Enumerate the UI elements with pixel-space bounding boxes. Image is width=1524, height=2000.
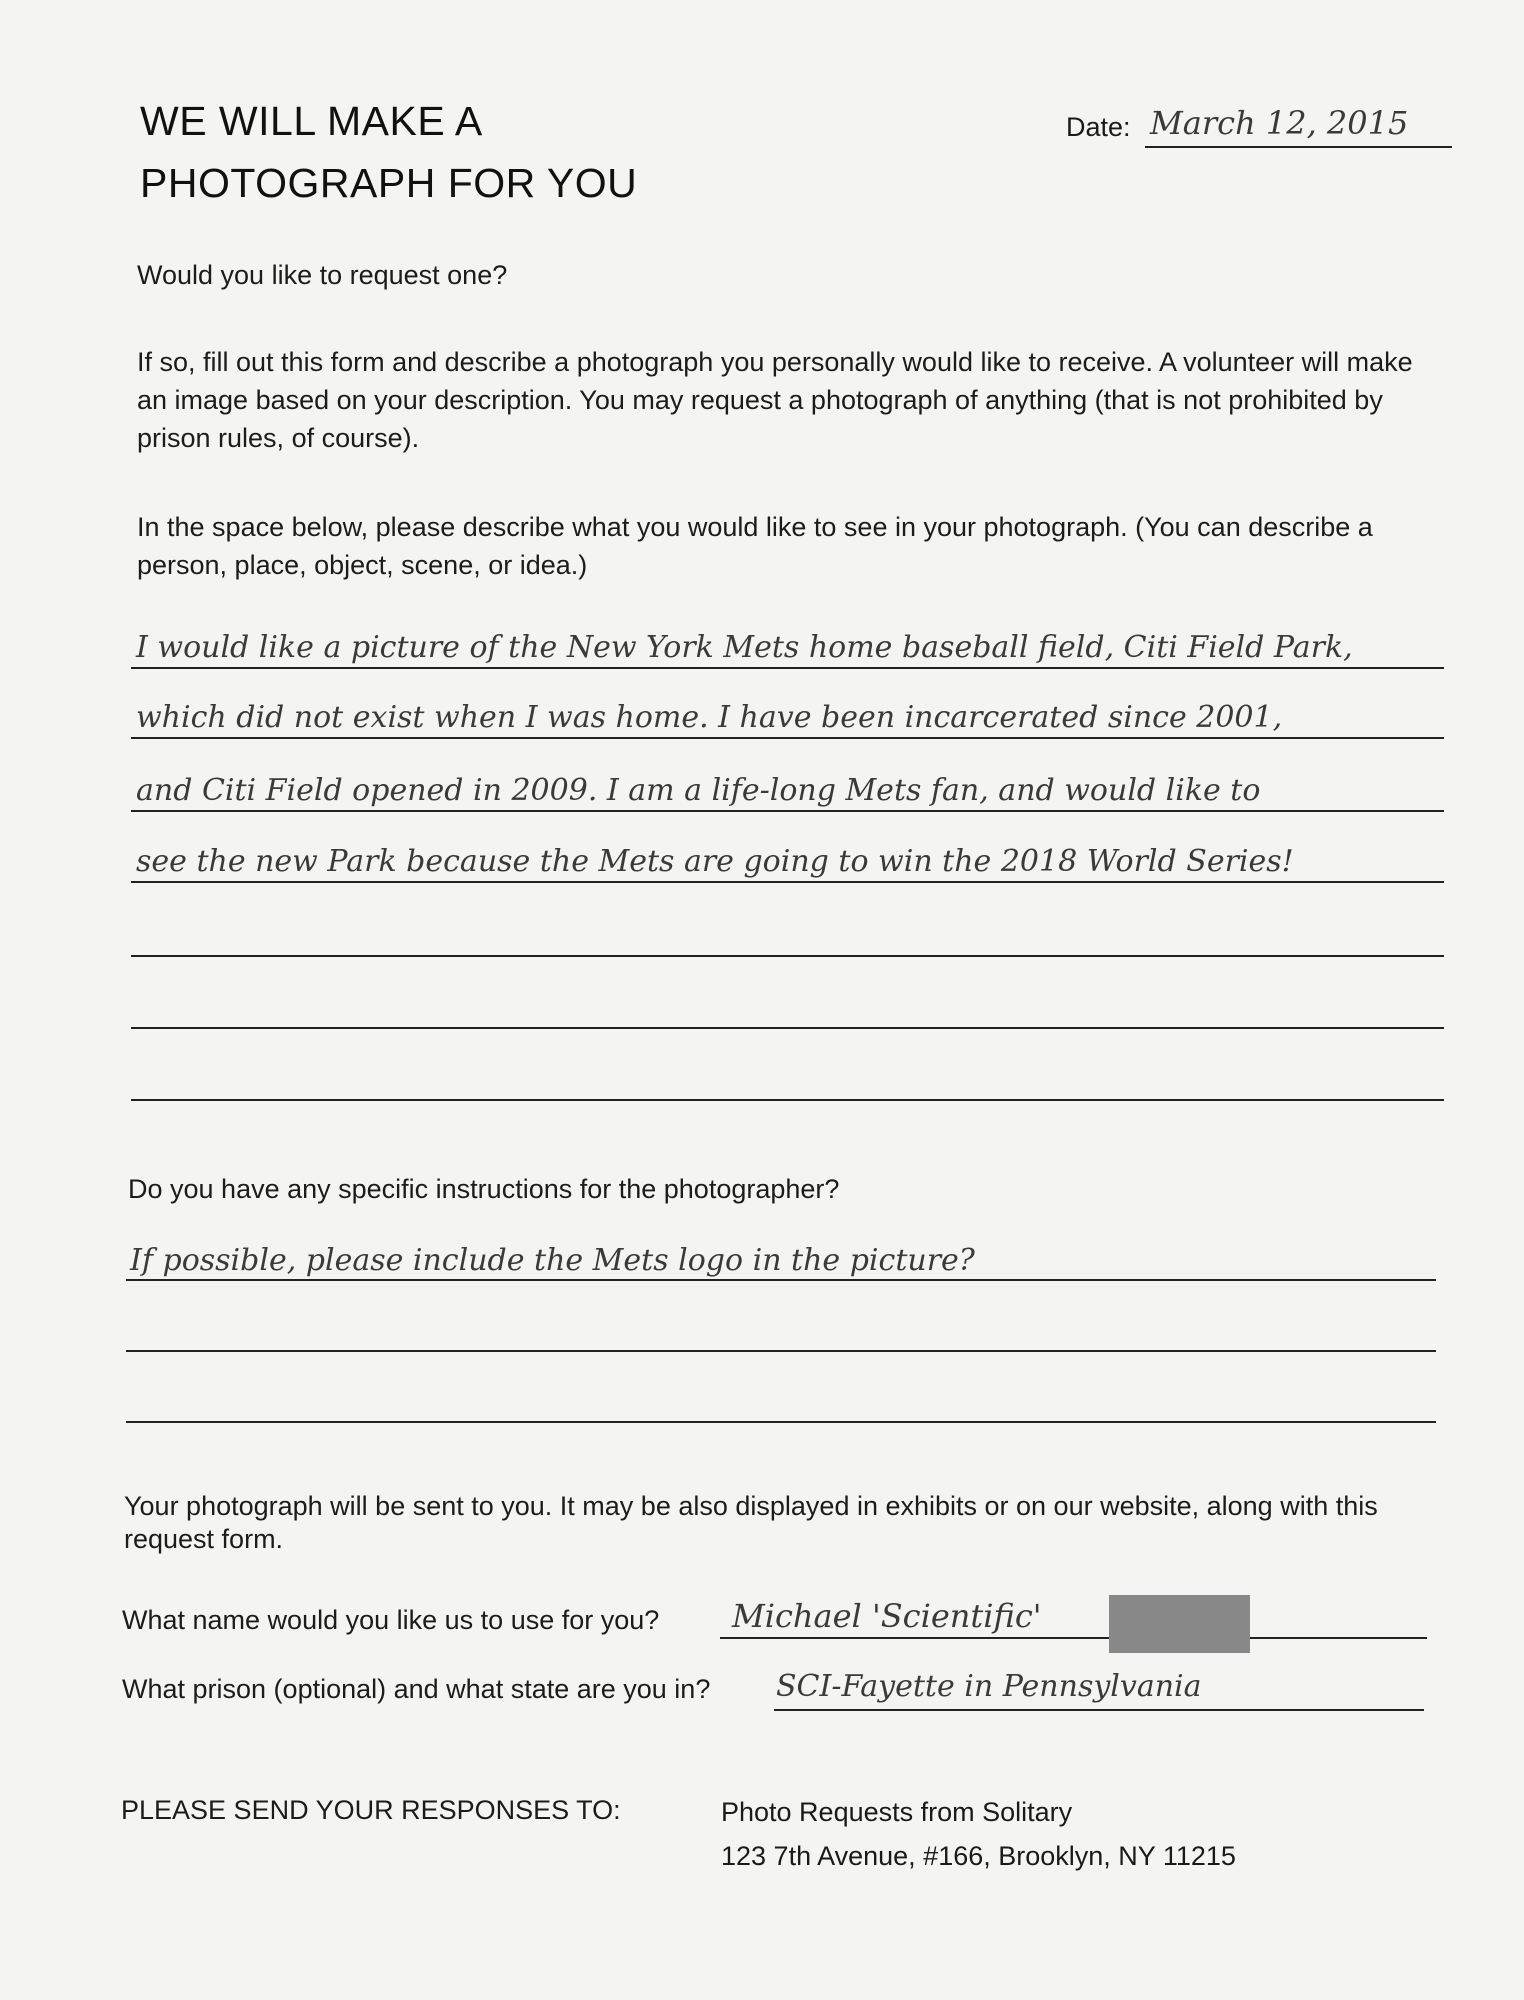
- name-value[interactable]: Michael 'Scientific': [732, 1597, 1042, 1635]
- description-text: which did not exist when I was home. I have been incarcerated since 2001,: [136, 700, 1283, 735]
- date-value[interactable]: March 12, 2015: [1150, 104, 1409, 142]
- mailing-address: [721, 1790, 1236, 1878]
- instructions-line[interactable]: [126, 1421, 1436, 1423]
- address-line-2: 123 7th Avenue, #166, Brooklyn, NY 11215: [721, 1841, 1236, 1871]
- description-line[interactable]: [131, 1099, 1444, 1101]
- instructions-text: If possible, please include the Mets logo in the picture?: [130, 1243, 975, 1278]
- prison-label: What prison (optional) and what state are you in?: [122, 1674, 711, 1704]
- form-title: [140, 90, 637, 214]
- description-line[interactable]: [131, 1027, 1444, 1029]
- address-line-1: Photo Requests from Solitary: [721, 1797, 1073, 1827]
- instructions-line[interactable]: [126, 1279, 1436, 1281]
- redaction-box: [1109, 1595, 1250, 1653]
- description-line[interactable]: [131, 881, 1444, 883]
- footer-note: Your photograph will be sent to you. It may be also displayed in exhibits or on our website, along with this request form.: [124, 1491, 1378, 1554]
- description-text: see the new Park because the Mets are going to win the 2018 World Series!: [136, 844, 1294, 879]
- description-text: I would like a picture of the New York Mets home baseball field, Citi Field Park,: [136, 630, 1353, 665]
- instructions-line[interactable]: [126, 1350, 1436, 1352]
- prison-value[interactable]: SCI-Fayette in Pennsylvania: [776, 1669, 1202, 1704]
- title-line-1: WE WILL MAKE A: [140, 98, 483, 144]
- description-line[interactable]: [131, 737, 1444, 739]
- title-line-2: PHOTOGRAPH FOR YOU: [140, 160, 638, 206]
- description-line[interactable]: [131, 810, 1444, 812]
- prison-field-line[interactable]: [774, 1709, 1424, 1711]
- description-text: and Citi Field opened in 2009. I am a life-long Mets fan, and would like to: [136, 773, 1261, 808]
- description-line[interactable]: [131, 667, 1444, 669]
- describe-prompt: In the space below, please describe what you would like to see in your photograph. (You can describe a person, place, object, scene, or idea.): [137, 512, 1373, 580]
- request-question: Would you like to request one?: [137, 260, 508, 290]
- name-field-line[interactable]: [720, 1637, 1427, 1639]
- form-instructions: If so, fill out this form and describe a photograph you personally would like to receive. A volunteer will make an image based on your description. You may request a photograph of anything (that is not prohibited by prison rules, of course).: [137, 347, 1413, 453]
- description-line[interactable]: [131, 955, 1444, 957]
- name-label: What name would you like us to use for you?: [122, 1605, 660, 1635]
- date-label: Date:: [1066, 112, 1131, 142]
- date-field-line[interactable]: [1145, 146, 1452, 148]
- send-to-label: PLEASE SEND YOUR RESPONSES TO:: [121, 1795, 621, 1825]
- instructions-prompt: Do you have any specific instructions for the photographer?: [128, 1174, 840, 1204]
